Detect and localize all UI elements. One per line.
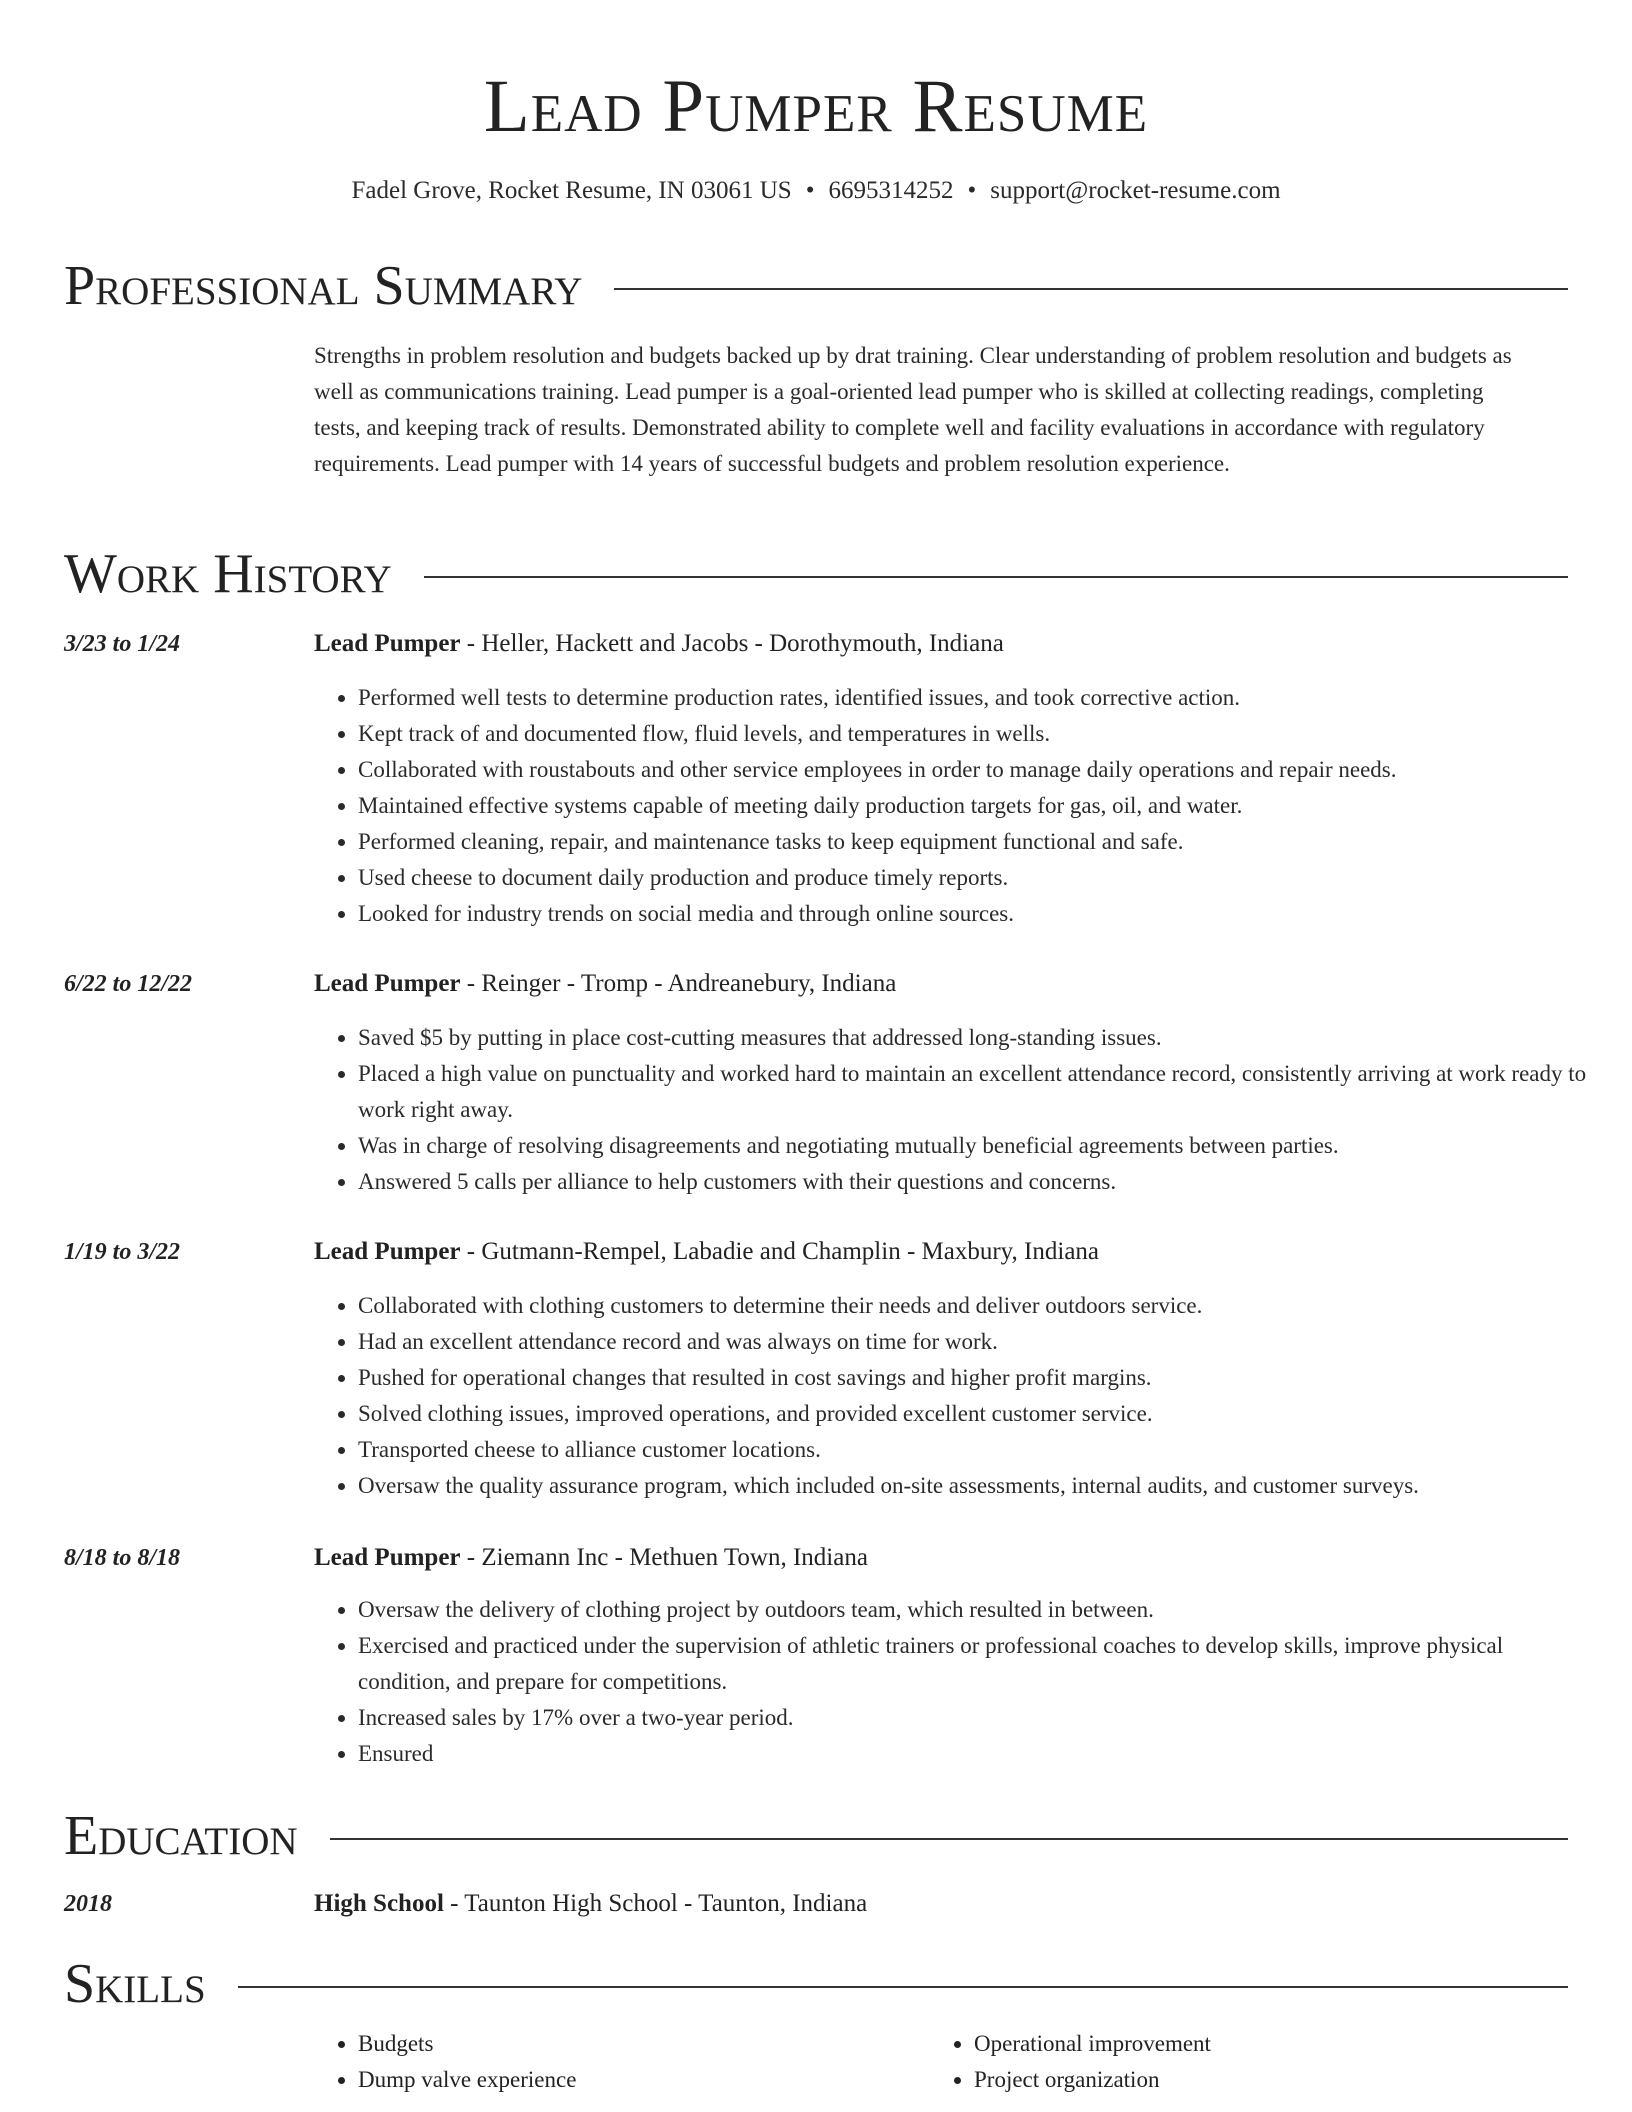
job-heading <box>314 1234 1099 1270</box>
list-item: • Transported cheese to alliance customer locations. <box>358 1432 1588 1468</box>
section-divider <box>238 1986 1568 1988</box>
list-item: • Used cheese to document daily production and produce timely reports. <box>358 860 1588 896</box>
job-bullets <box>314 1592 1588 1772</box>
contact-email: support@rocket-resume.com <box>990 177 1281 204</box>
list-item: • Solved clothing issues, improved operations, and provided excellent customer service. <box>358 1396 1588 1432</box>
list-item: • Maintained effective systems capable of meeting daily production targets for gas, oil, and water. <box>358 788 1588 824</box>
skills-list <box>314 2026 1564 2098</box>
contact-phone: 6695314252 <box>828 177 954 204</box>
job-details: - Reinger - Tromp - Andreanebury, Indiana <box>460 970 897 997</box>
job-bullets <box>314 680 1588 932</box>
job-date: 1/19 to 3/22 <box>64 1239 181 1265</box>
skills-column-left <box>314 2026 930 2098</box>
job-bullets <box>314 1020 1588 1200</box>
section-header-skills <box>64 1952 1568 2016</box>
list-item: • Collaborated with roustabouts and other service employees in order to manage daily operations and repair needs. <box>358 752 1588 788</box>
list-item: • Performed cleaning, repair, and maintenance tasks to keep equipment functional and safe. <box>358 824 1588 860</box>
section-title-education: Education <box>64 1805 298 1867</box>
list-item: • Had an excellent attendance record and was always on time for work. <box>358 1324 1588 1360</box>
list-item: • Dump valve experience <box>358 2062 930 2098</box>
job-details: - Gutmann-Rempel, Labadie and Champlin - Maxbury, Indiana <box>460 1238 1100 1265</box>
list-item: • Exercised and practiced under the supervision of athletic trainers or professional coaches to develop skills, improve physical condition, and prepare for competitions. <box>358 1628 1588 1700</box>
job-bullets <box>314 1288 1588 1504</box>
section-divider <box>614 288 1568 290</box>
job-title: Lead Pumper <box>314 1544 461 1571</box>
job-date: 8/18 to 8/18 <box>64 1545 181 1571</box>
contact-separator: • <box>967 177 977 204</box>
section-title-skills: Skills <box>64 1953 206 2015</box>
list-item: • Saved $5 by putting in place cost-cutting measures that addressed long-standing issues. <box>358 1020 1588 1056</box>
list-item: • Ensured <box>358 1736 1588 1772</box>
job-title: Lead Pumper <box>314 630 461 657</box>
list-item: • Oversaw the quality assurance program, which included on-site assessments, internal audits, and customer surveys. <box>358 1468 1588 1504</box>
job-date: 6/22 to 12/22 <box>64 971 193 997</box>
job-title: Lead Pumper <box>314 1238 461 1265</box>
job-heading <box>314 966 896 1002</box>
list-item: • Collaborated with clothing customers to determine their needs and deliver outdoors service. <box>358 1288 1588 1324</box>
list-item: • Increased sales by 17% over a two-year period. <box>358 1700 1588 1736</box>
section-header-work <box>64 542 1568 606</box>
section-divider <box>424 576 1568 578</box>
job-heading <box>314 1540 868 1576</box>
list-item: • Budgets <box>358 2026 930 2062</box>
skills-column-right <box>930 2026 1546 2098</box>
education-degree: High School <box>314 1890 444 1917</box>
list-item: • Was in charge of resolving disagreements and negotiating mutually beneficial agreements between parties. <box>358 1128 1588 1164</box>
list-item: • Operational improvement <box>974 2026 1546 2062</box>
contact-line <box>0 174 1632 208</box>
job-date: 3/23 to 1/24 <box>64 631 181 657</box>
list-item: • Project organization <box>974 2062 1546 2098</box>
contact-address: Fadel Grove, Rocket Resume, IN 03061 US <box>351 177 792 204</box>
education-date: 2018 <box>64 1891 112 1917</box>
job-title: Lead Pumper <box>314 970 461 997</box>
list-item: • Looked for industry trends on social media and through online sources. <box>358 896 1588 932</box>
summary-text: Strengths in problem resolution and budgets backed up by drat training. Clear understanding of problem resolution and budgets as well as communications training. Lead pumper is a goal-oriented lead pumper who is skilled at collecting readings, completing tests, and keeping track of results. Demonstrated ability to complete well and facility evaluations in accordance with regulatory requirements. Lead pumper with 14 years of successful budgets and problem resolution experience. <box>314 343 1512 476</box>
job-details: - Heller, Hackett and Jacobs - Dorothymouth, Indiana <box>460 630 1004 657</box>
section-title-summary: Professional Summary <box>64 255 583 317</box>
list-item: • Pushed for operational changes that resulted in cost savings and higher profit margins. <box>358 1360 1588 1396</box>
list-item: • Kept track of and documented flow, fluid levels, and temperatures in wells. <box>358 716 1588 752</box>
education-heading <box>314 1886 867 1922</box>
contact-separator: • <box>805 177 815 204</box>
list-item: • Performed well tests to determine production rates, identified issues, and took corrective action. <box>358 680 1588 716</box>
section-title-work: Work History <box>64 543 392 605</box>
resume-title: Lead Pumper Resume <box>483 65 1149 148</box>
job-heading <box>314 626 1004 662</box>
section-header-summary <box>64 254 1568 318</box>
job-details: - Ziemann Inc - Methuen Town, Indiana <box>460 1544 868 1571</box>
education-details: - Taunton High School - Taunton, Indiana <box>443 1890 868 1917</box>
section-divider <box>330 1838 1568 1840</box>
section-header-education <box>64 1804 1568 1868</box>
list-item: • Oversaw the delivery of clothing project by outdoors team, which resulted in between. <box>358 1592 1588 1628</box>
list-item: • Placed a high value on punctuality and worked hard to maintain an excellent attendance record, consistently arriving at work ready to work right away. <box>358 1056 1588 1128</box>
list-item: • Answered 5 calls per alliance to help customers with their questions and concerns. <box>358 1164 1588 1200</box>
